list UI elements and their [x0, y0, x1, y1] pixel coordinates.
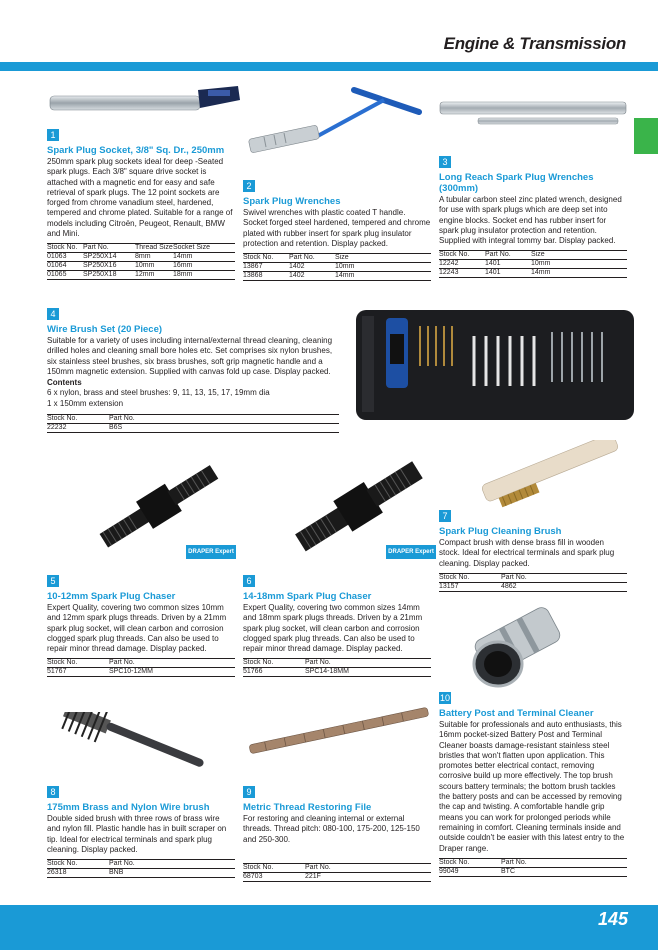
column-header: Stock No.: [439, 573, 501, 582]
table-cell: 22232: [47, 423, 109, 432]
table-cell: 14mm: [335, 272, 431, 281]
table-row: [47, 668, 235, 677]
product-number: 10: [439, 693, 450, 703]
table-cell: 18mm: [173, 271, 235, 280]
spec-table: [439, 250, 627, 278]
product-number: 8: [47, 786, 59, 798]
battery-cleaner-image: [468, 598, 568, 690]
wire-brush-image: [52, 712, 212, 774]
table-row: [47, 271, 235, 280]
spec-table: [47, 414, 339, 433]
contents-heading: Contents: [47, 378, 82, 388]
long-reach-wrench-image: [438, 96, 628, 136]
table-cell: SPC14-18MM: [305, 668, 431, 677]
product-number: 6: [243, 575, 255, 587]
product-number: 9: [243, 786, 255, 798]
contents-line: 1 x 150mm extension: [47, 399, 124, 409]
draper-logo: DRAPER Expert: [186, 545, 236, 559]
product-title: 14-18mm Spark Plug Chaser: [243, 591, 372, 602]
page-number: 145: [597, 909, 628, 929]
column-header: Thread Size: [135, 244, 173, 252]
product-title: Spark Plug Cleaning Brush: [439, 526, 562, 537]
wire-brush-set-image: [356, 306, 634, 424]
product-description: For restoring and cleaning internal or external threads. Thread pitch: 080-100, 175-200, 125-150 and 250-300.: [243, 814, 420, 844]
product-6: [243, 571, 431, 677]
table-row: [47, 423, 339, 432]
product-number: 4: [47, 308, 59, 320]
column-header: Stock No.: [439, 858, 501, 867]
spec-table: [47, 658, 235, 677]
table-cell: 26318: [47, 869, 109, 878]
table-cell: 10mm: [135, 262, 173, 271]
section-title: Engine & Transmission: [443, 34, 626, 53]
product-description: Double sided brush with three rows of brass wire and nylon fill. Plastic handle has in built scraper on tip. Ideal for electrical terminals and spark plug cleaning. Display packed.: [47, 814, 227, 854]
table-row: [243, 263, 431, 272]
product-3: [439, 152, 627, 278]
cleaning-brush-image: [478, 440, 628, 510]
table-cell: 14mm: [531, 269, 627, 278]
table-row: [47, 253, 235, 262]
product-number: 7: [439, 510, 451, 522]
product-number: 2: [243, 180, 255, 192]
product-description: 250mm spark plug sockets ideal for deep -Seated spark plugs. Each 3/8" square drive socket is attached with a magnetic end for easy and safe retrieval of spark plugs. The 12 point sockets are forged from chrome vanadium steel, hardened, tempered and chrome plated. Suitable for a range of models including Citroën, Peugeot, Renault, BMW and Mini.: [47, 157, 233, 239]
table-cell: 1401: [485, 269, 531, 278]
column-header: Stock No.: [439, 251, 485, 260]
column-header: Part No.: [289, 254, 335, 263]
product-title: Metric Thread Restoring File: [243, 802, 372, 813]
table-cell: 51766: [243, 668, 305, 677]
product-number: 1: [47, 129, 59, 141]
product-title: Battery Post and Terminal Cleaner: [439, 708, 594, 719]
product-description: Swivel wrenches with plastic coated T handle. Socket forged steel hardened, tempered and chrome plated with rubber insert for spark plug insulator protection and retention. Display packed.: [243, 208, 431, 248]
thread-file-image: [244, 700, 434, 762]
table-cell: 12242: [439, 260, 485, 269]
spark-plug-socket-image: [48, 84, 243, 120]
column-header: Socket Size: [173, 244, 235, 253]
product-2: [243, 176, 431, 281]
product-5: [47, 571, 235, 677]
product-title: Wire Brush Set (20 Piece): [47, 324, 163, 335]
spec-table: [243, 253, 431, 281]
table-cell: 51767: [47, 668, 109, 677]
product-description: Suitable for professionals and auto enthusiasts, this 16mm pocket-sized Battery Post and Terminal Cleaner boasts damage-resistant stainless steel bristles that won't flatten upon application. This promotes better electrical contact, removing corrosive build up more effectively. The top brush scours battery terminals; the bottom brush tackles the battery posts and can be accessed by removing the cap and twisting. A comfortable handle grip means you can work for prolonged periods while remaining in comfort. Cleaning terminals inside and outside couldn't be easier with this latest entry to the Draper range.: [439, 720, 625, 853]
product-4: [47, 304, 339, 433]
table-cell: 99049: [439, 867, 501, 876]
product-title: Long Reach Spark Plug Wrenches (300mm): [439, 172, 594, 194]
column-header: Stock No.: [243, 254, 289, 263]
table-cell: 221F: [305, 872, 431, 881]
table-row: [47, 262, 235, 271]
table-cell: SP250X18: [83, 271, 135, 280]
column-header: Part No.: [501, 858, 627, 867]
table-cell: 01065: [47, 271, 83, 280]
table-row: [439, 582, 627, 591]
product-title: 175mm Brass and Nylon Wire brush: [47, 802, 210, 813]
column-header: Part No.: [109, 860, 235, 869]
table-cell: 1402: [289, 272, 335, 281]
product-description: Compact brush with dense brass fill in wooden stock. Ideal for electrical terminals and spark plug cleaning. Display packed.: [439, 538, 615, 568]
column-header: Part No.: [305, 659, 431, 668]
section-tab: [634, 118, 658, 154]
product-8: [47, 782, 235, 878]
spec-table: [47, 243, 235, 280]
spec-table: [243, 863, 431, 882]
column-header: Part No.: [305, 863, 431, 872]
header-strip: [0, 62, 658, 71]
product-description: A tubular carbon steel zinc plated wrench, designed for use with spark plugs which are deep set into engine blocks. Socket end has rubber insert for spark plug insulator protection and retention. Supplied with integral tommy bar. Display packed.: [439, 195, 622, 246]
draper-logo: DRAPER Expert: [386, 545, 436, 559]
table-cell: 10mm: [335, 263, 431, 272]
table-cell: 13868: [243, 272, 289, 281]
column-header: Stock No.: [243, 659, 305, 668]
column-header: Stock No.: [47, 244, 83, 253]
table-row: [439, 269, 627, 278]
column-header: Part No.: [83, 244, 135, 253]
table-cell: 13157: [439, 582, 501, 591]
table-row: [243, 272, 431, 281]
table-cell: 12mm: [135, 271, 173, 280]
spec-table: [439, 573, 627, 592]
table-cell: BTC: [501, 867, 627, 876]
column-header: Part No.: [109, 414, 339, 423]
spec-table: [243, 658, 431, 677]
product-description: Suitable for a variety of uses including internal/external thread cleaning, cleaning drilled holes and cleaning small bore holes etc. Set comprises six nylon brushes, six stainless steel brushes, six brass brushes, soft grip magnetic handle and a 150mm magnetic extension. Supplied with canvas fold up case. Display packed.: [47, 336, 333, 376]
table-cell: SP250X14: [83, 253, 135, 262]
table-row: [243, 872, 431, 881]
table-cell: 10mm: [531, 260, 627, 269]
table-cell: 12243: [439, 269, 485, 278]
table-cell: 16mm: [173, 262, 235, 271]
column-header: Stock No.: [243, 863, 305, 872]
product-9: [243, 782, 431, 882]
table-cell: SP250X16: [83, 262, 135, 271]
table-row: [47, 869, 235, 878]
table-row: [439, 260, 627, 269]
table-cell: 13867: [243, 263, 289, 272]
product-title: 10-12mm Spark Plug Chaser: [47, 591, 176, 602]
column-header: Part No.: [501, 573, 627, 582]
table-cell: 01063: [47, 253, 83, 262]
table-cell: 4862: [501, 582, 627, 591]
table-cell: 01064: [47, 262, 83, 271]
spark-plug-wrench-image: [244, 82, 424, 172]
contents-line: 6 x nylon, brass and steel brushes: 9, 11, 13, 15, 17, 19mm dia: [47, 388, 270, 398]
column-header: Part No.: [485, 251, 531, 260]
product-title: Spark Plug Wrenches: [243, 196, 341, 207]
table-cell: 8mm: [135, 253, 173, 262]
table-cell: SPC10-12MM: [109, 668, 235, 677]
table-cell: BNB: [109, 869, 235, 878]
table-cell: 14mm: [173, 253, 235, 262]
spec-table: [439, 858, 627, 877]
table-cell: 1402: [289, 263, 335, 272]
product-10: [439, 688, 627, 877]
product-7: [439, 506, 627, 592]
footer-bar: [0, 905, 658, 950]
product-description: Expert Quality, covering two common sizes 14mm and 18mm spark plugs threads. Driven by a 21mm spark plug socket, will clean carbon and corrosion clogged spark plug threads. Can also be used to repair minor thread damage. Display packed.: [243, 603, 423, 654]
table-cell: B6S: [109, 423, 339, 432]
column-header: Stock No.: [47, 659, 109, 668]
product-number: 3: [439, 156, 451, 168]
table-row: [439, 867, 627, 876]
product-title: Spark Plug Socket, 3/8" Sq. Dr., 250mm: [47, 145, 225, 156]
product-1: [47, 125, 235, 280]
table-cell: 68703: [243, 872, 305, 881]
column-header: Stock No.: [47, 414, 109, 423]
column-header: Size: [531, 251, 627, 260]
table-cell: 1401: [485, 260, 531, 269]
column-header: Part No.: [109, 659, 235, 668]
spec-table: [47, 859, 235, 878]
product-number: 5: [47, 575, 59, 587]
table-row: [243, 668, 431, 677]
column-header: Stock No.: [47, 860, 109, 869]
column-header: Size: [335, 254, 431, 263]
product-description: Expert Quality, covering two common sizes 10mm and 12mm spark plugs threads. Driven by a 21mm spark plug socket, will clean carbon and corrosion clogged spark plug threads. Can also be used to repair minor thread damage. Display packed.: [47, 603, 227, 654]
